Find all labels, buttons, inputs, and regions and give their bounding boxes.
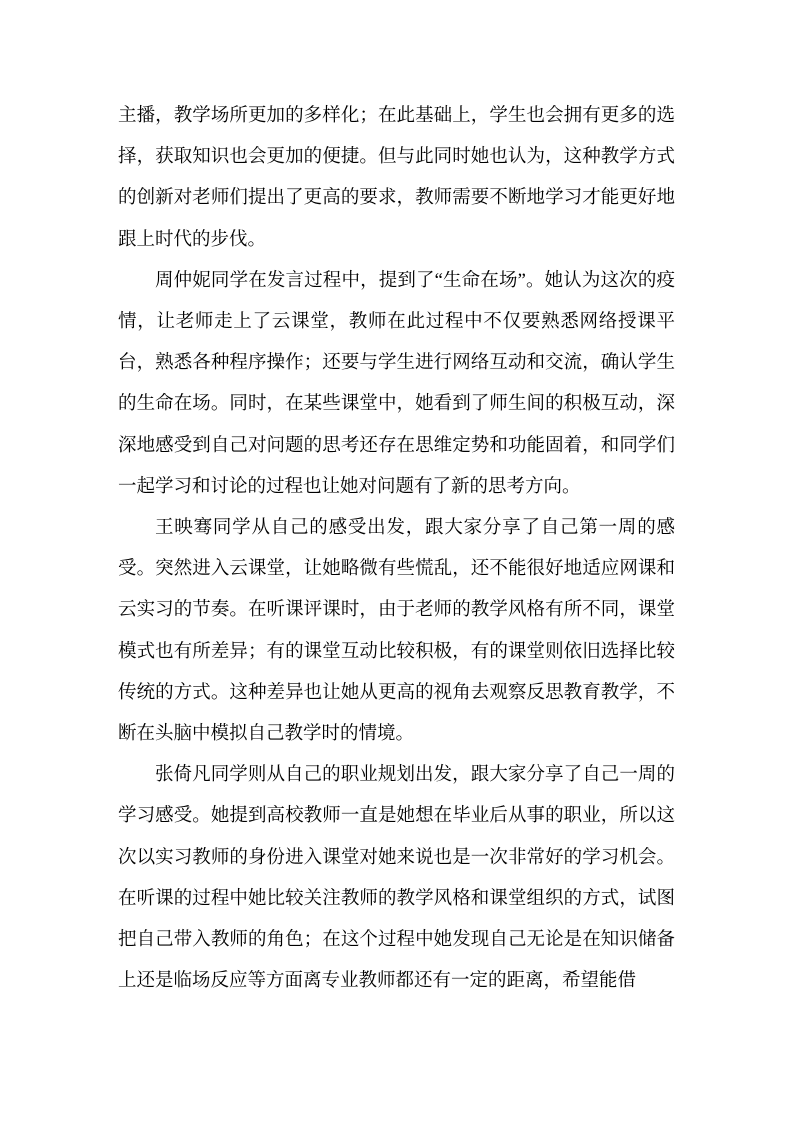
paragraph: 周仲妮同学在发言过程中，提到了“生命在场”。她认为这次的疫情，让老师走上了云课堂，教师在此过程中不仅要熟悉网络授课平台，熟悉各种程序操作；还要与学生进行网络互动和交流，确认学生的生命在场。同时，在某些课堂中，她看到了师生间的积极互动，深深地感受到自己对问题的思考还存在思维定势和功能固着，和同学们一起学习和讨论的过程也让她对问题有了新的思考方向。 <box>118 270 675 497</box>
paragraph: 张倚凡同学则从自己的职业规划出发，跟大家分享了自己一周的学习感受。她提到高校教师一直是她想在毕业后从事的职业，所以这次以实习教师的身份进入课堂对她来说也是一次非常好的学习机会。在听课的过程中她比较关注教师的教学风格和课堂组织的方式，试图把自己带入教师的角色；在这个过程中她发现自己无论是在知识储备上还是临场反应等方面离专业教师都还有一定的距离，希望能借 <box>118 765 675 992</box>
paragraph: 主播，教学场所更加的多样化；在此基础上，学生也会拥有更多的选择，获取知识也会更加的便捷。但与此同时她也认为，这种教学方式的创新对老师们提出了更高的要求，教师需要不断地学习才能更好地跟上时代的步伐。 <box>118 106 675 250</box>
paragraph: 王映骞同学从自己的感受出发，跟大家分享了自己第一周的感受。突然进入云课堂，让她略微有些慌乱，还不能很好地适应网课和云实习的节奏。在听课评课时，由于老师的教学风格有所不同，课堂模式也有所差异；有的课堂互动比较积极，有的课堂则依旧选择比较传统的方式。这种差异也让她从更高的视角去观察反思教育教学，不断在头脑中模拟自己教学时的情境。 <box>118 518 675 745</box>
